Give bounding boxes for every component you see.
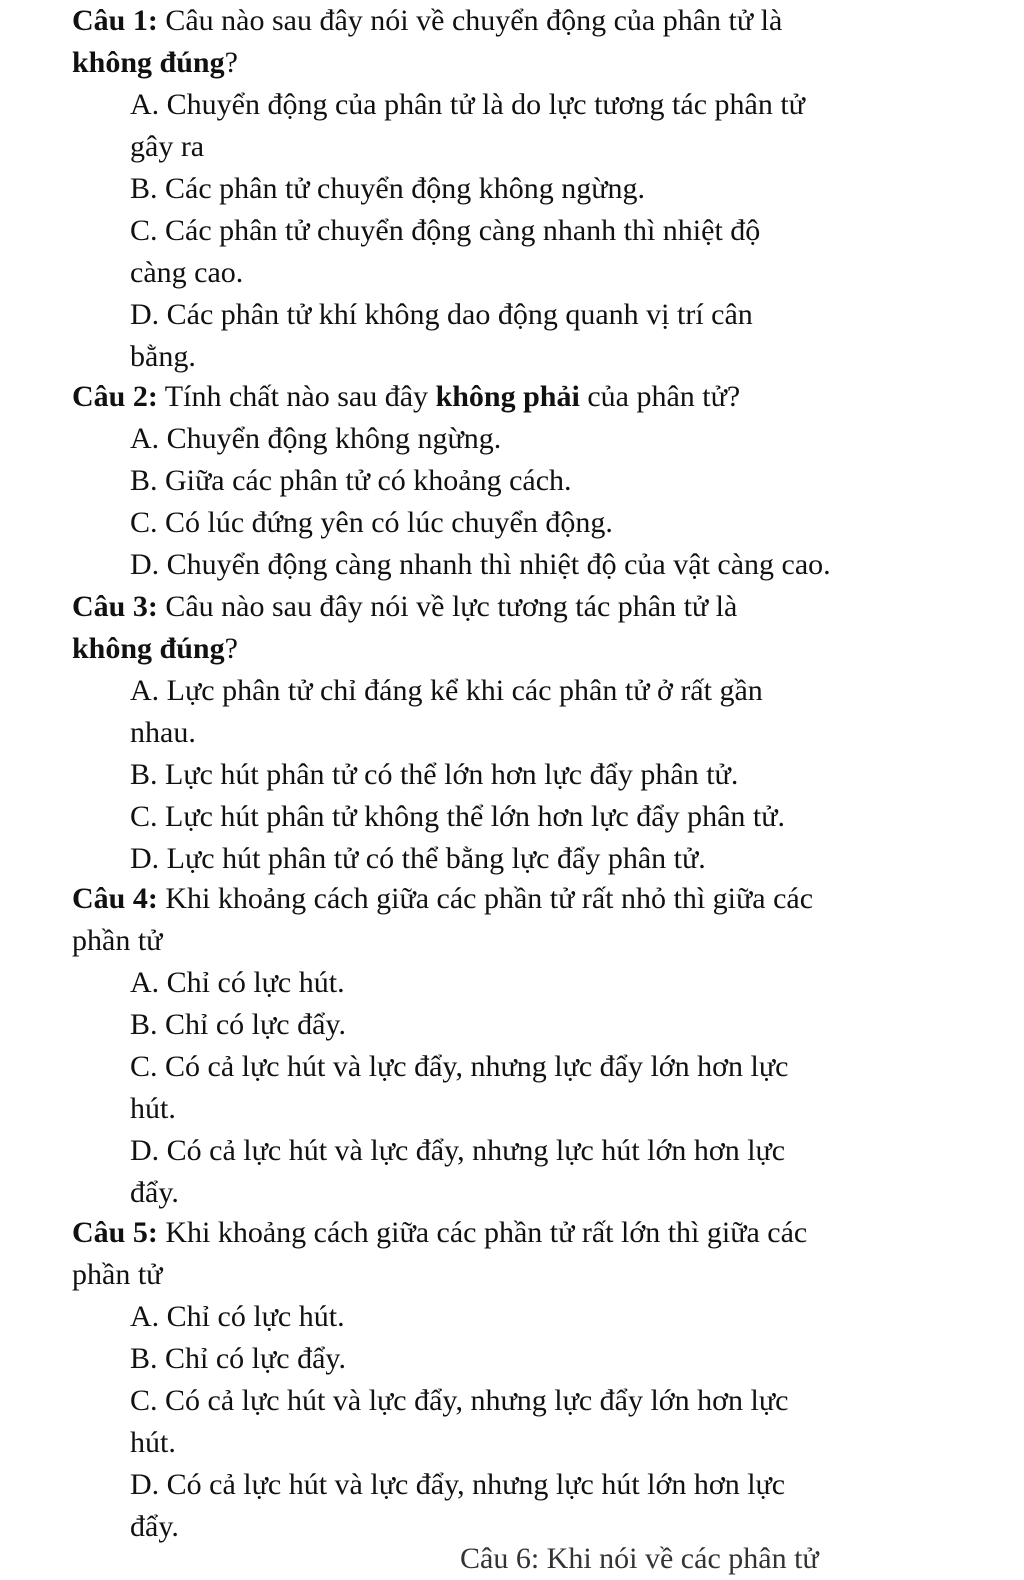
question-1-label: Câu 1: xyxy=(72,4,158,37)
question-5-option-a: A. Chỉ có lực hút. xyxy=(130,1300,345,1333)
question-4-option-b: B. Chỉ có lực đẩy. xyxy=(130,1008,346,1041)
question-3-stem-text: Câu nào sau đây nói về lực tương tác phân tử là xyxy=(157,590,738,623)
question-5-stem xyxy=(72,1212,952,1254)
question-4-stem xyxy=(72,878,952,920)
question-5-label: Câu 5: xyxy=(72,1216,158,1249)
cutoff-next-line: Câu 6: Khi nói về các phân tử xyxy=(460,1542,819,1575)
question-1-option-a: A. Chuyển động của phân tử là do lực tương tác phân tử xyxy=(130,88,805,121)
question-3-option-a-cont: nhau. xyxy=(130,716,196,749)
question-1-option-c: C. Các phân tử chuyển động càng nhanh thì nhiệt độ xyxy=(130,214,761,247)
question-4-option-d-cont: đẩy. xyxy=(130,1176,179,1209)
question-2-label: Câu 2: xyxy=(72,380,158,413)
question-5-option-b: B. Chỉ có lực đẩy. xyxy=(130,1342,346,1375)
question-1 xyxy=(72,0,952,378)
question-2-option-c: C. Có lúc đứng yên có lúc chuyển động. xyxy=(130,506,613,539)
question-5-stem-line2: phần tử xyxy=(72,1258,163,1291)
question-5-option-c-cont: hút. xyxy=(130,1426,176,1459)
question-4 xyxy=(72,878,952,1214)
question-1-option-d: D. Các phân tử khí không dao động quanh vị trí cân xyxy=(130,298,753,331)
question-3-stem xyxy=(72,586,952,628)
question-1-stem-line2 xyxy=(72,42,952,84)
question-1-stem-end: ? xyxy=(224,46,238,79)
question-5-option-d-cont: đẩy. xyxy=(130,1510,179,1543)
question-3 xyxy=(72,586,952,880)
question-3-emphasis: không đúng xyxy=(72,632,225,665)
question-4-option-a: A. Chỉ có lực hút. xyxy=(130,966,345,999)
question-3-option-b: B. Lực hút phân tử có thể lớn hơn lực đẩy phân tử. xyxy=(130,758,739,791)
question-3-option-d: D. Lực hút phân tử có thể bằng lực đẩy phân tử. xyxy=(130,842,706,875)
question-4-option-c-cont: hút. xyxy=(130,1092,176,1125)
question-3-stem-line2 xyxy=(72,628,952,670)
question-2 xyxy=(72,376,952,586)
question-3-stem-end: ? xyxy=(224,632,238,665)
question-4-option-d: D. Có cả lực hút và lực đẩy, nhưng lực hút lớn hơn lực xyxy=(130,1134,786,1167)
question-1-option-b: B. Các phân tử chuyển động không ngừng. xyxy=(130,172,645,205)
question-2-stem-end: của phân tử? xyxy=(579,380,741,413)
question-4-stem-line2: phần tử xyxy=(72,924,163,957)
question-5-option-d: D. Có cả lực hút và lực đẩy, nhưng lực hút lớn hơn lực xyxy=(130,1468,786,1501)
question-2-stem-text: Tính chất nào sau đây xyxy=(157,380,436,413)
question-4-option-c: C. Có cả lực hút và lực đẩy, nhưng lực đẩy lớn hơn lực xyxy=(130,1050,789,1083)
question-2-option-d: D. Chuyển động càng nhanh thì nhiệt độ của vật càng cao. xyxy=(130,548,831,581)
question-4-label: Câu 4: xyxy=(72,882,158,915)
question-3-option-c: C. Lực hút phân tử không thể lớn hơn lực đẩy phân tử. xyxy=(130,800,786,833)
question-1-emphasis: không đúng xyxy=(72,46,225,79)
question-2-emphasis: không phải xyxy=(435,380,580,413)
question-2-stem xyxy=(72,376,952,418)
question-3-label: Câu 3: xyxy=(72,590,158,623)
question-1-stem-text: Câu nào sau đây nói về chuyển động của phân tử là xyxy=(157,4,783,37)
question-5-option-c: C. Có cả lực hút và lực đẩy, nhưng lực đẩy lớn hơn lực xyxy=(130,1384,789,1417)
question-1-option-a-cont: gây ra xyxy=(130,130,205,163)
question-4-stem-text: Khi khoảng cách giữa các phần tử rất nhỏ thì giữa các xyxy=(157,882,814,915)
question-1-option-d-cont: bằng. xyxy=(130,340,196,373)
question-2-option-b: B. Giữa các phân tử có khoảng cách. xyxy=(130,464,572,497)
question-2-option-a: A. Chuyển động không ngừng. xyxy=(130,422,502,455)
question-3-option-a: A. Lực phân tử chỉ đáng kể khi các phân tử ở rất gần xyxy=(130,674,763,707)
question-1-stem xyxy=(72,0,952,42)
question-1-option-c-cont: càng cao. xyxy=(130,256,244,289)
question-5-stem-text: Khi khoảng cách giữa các phần tử rất lớn thì giữa các xyxy=(157,1216,808,1249)
